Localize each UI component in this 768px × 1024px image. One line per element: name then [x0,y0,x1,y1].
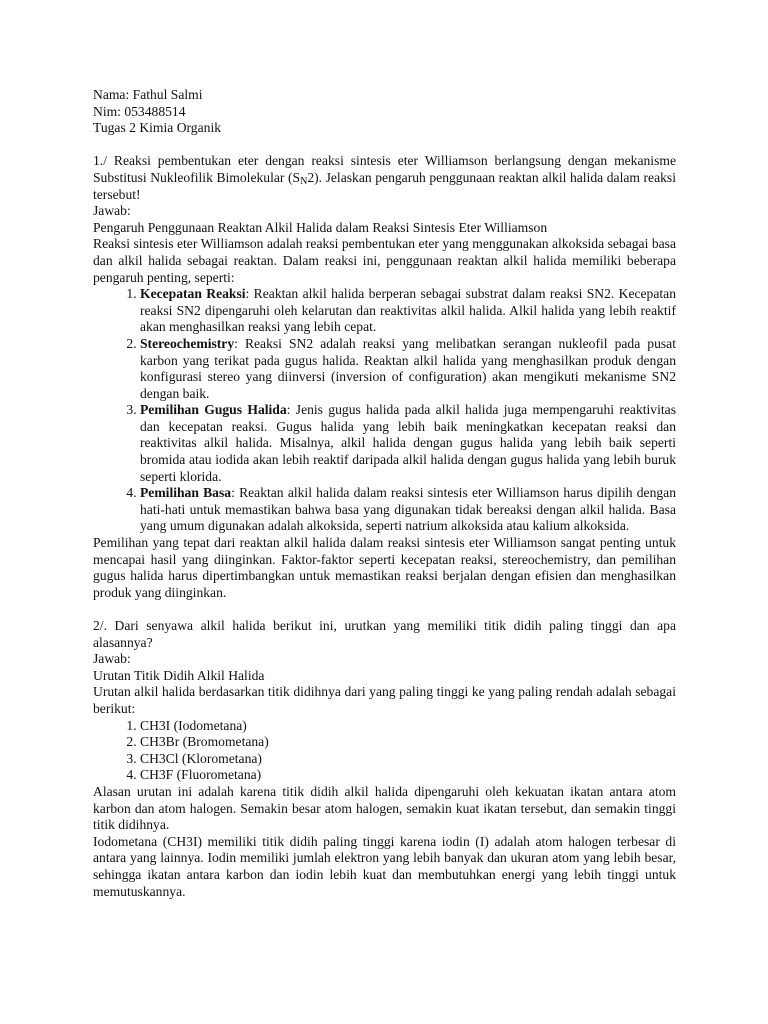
conclusion-1: Pemilihan yang tepat dari reaktan alkil halida dalam reaksi sintesis eter Williamson sangat penting untuk mencapai hasil yang diinginkan. Faktor-faktor seperti kecepatan reaksi, stereochemistry, dan pemilihan gugus halida harus dipertimbangkan untuk memastikan reaksi berjalan dengan efisien dan menghasilkan produk yang diinginkan. [93,535,676,600]
question-1: 1./ Reaksi pembentukan eter dengan reaksi sintesis eter Williamson berlangsung dengan mekanisme Substitusi Nukleofilik Bimolekular $(S_N2)$. Jelaskan pengaruh penggunaan reaktan alkil halida dalam reaksi tersebut! [93,153,676,202]
question-2: 2/. Dari senyawa alkil halida berikut ini, urutkan yang memiliki titik didih paling tinggi dan apa alasannya? [93,618,676,650]
list-item: 2. Stereochemistry: Reaksi SN2 adalah reaksi yang melibatkan serangan nukleofil pada pusat karbon yang terikat pada gugus halida. Reaktan alkil halida yang menghasilkan produk dengan konfigurasi stereo yang diinversi (inversion of configuration) akan mengikuti mekanisme SN2 dengan baik. [140,336,676,402]
list-item: 3. Pemilihan Gugus Halida: Jenis gugus halida pada alkil halida juga mempengaruhi reaktivitas dan kecepatan reaksi. Gugus halida yang lebih baik meningkatkan kecepatan reaksi dan reaktivitas alkil halida. Misalnya, alkil halida dengan gugus halida yang lebih baik seperti bromida atau iodida akan lebih reaktif daripada alkil halida dengan gugus halida yang lebih buruk seperti klorida. [140,402,676,485]
list-item: 4. Pemilihan Basa: Reaktan alkil halida dalam reaksi sintesis eter Williamson harus dipilih dengan hati-hati untuk memastikan bahwa basa yang digunakan tidak bereaksi dengan alkil halida. Basa yang umum digunakan adalah alkoksida, seperti natrium alkoksida atau kalium alkoksida. [140,485,676,535]
answer-intro-2: Urutan alkil halida berdasarkan titik didihnya dari yang paling tinggi ke yang paling rendah adalah sebagai berikut: [93,684,676,716]
list-item: 1. CH3I (Iodometana) [140,718,676,735]
spacer [93,137,676,154]
influence-list [93,286,676,535]
spacer [93,601,676,618]
reason-paragraph: Alasan urutan ini adalah karena titik didih alkil halida dipengaruhi oleh kekuatan ikatan antara atom karbon dan atom halogen. Semakin besar atom halogen, semakin kuat ikatan tersebut, dan semakin tinggi titik didihnya. [93,783,676,833]
answer-label-2: Jawab: [93,651,131,667]
student-nim: Nim: 053488514 [93,103,186,119]
student-name: Nama: Fathul Salmi [93,87,203,102]
explanation-paragraph: Iodometana (CH3I) memiliki titik didih paling tinggi karena iodin (I) adalah atom halogen terbesar di antara yang lainnya. Iodin memiliki jumlah elektron yang lebih banyak dan ukuran atom yang lebih besar, sehingga ikatan antara karbon dan iodin lebih kuat dan membutuhkan energi yang lebih tinggi untuk memutuskannya. [93,833,676,899]
answer-intro-1: Reaksi sintesis eter Williamson adalah reaksi pembentukan eter yang menggunakan alkoksida sebagai basa dan alkil halida sebagai reaktan. Dalam reaksi ini, penggunaan reaktan alkil halida memiliki beberapa pengaruh penting, seperti: [93,236,676,285]
answer-title-1: Pengaruh Penggunaan Reaktan Alkil Halida dalam Reaksi Sintesis Eter Williamson [93,219,548,235]
list-item: 1. Kecepatan Reaksi: Reaktan alkil halida berperan sebagai substrat dalam reaksi SN2. Kecepatan reaksi SN2 dipengaruhi oleh kelarutan dan reaktivitas alkil halida. Alkil halida yang lebih reaktif akan menghasilkan reaksi yang lebih cepat. [140,286,676,336]
list-item: 3. CH3Cl (Klorometana) [140,751,676,768]
answer-title-2: Urutan Titik Didih Alkil Halida [93,667,265,683]
list-item: 4. CH3F (Fluorometana) [140,767,676,784]
assignment-title: Tugas 2 Kimia Organik [93,120,222,136]
boiling-point-list [93,718,676,784]
answer-label-1: Jawab: [93,203,131,219]
list-item: 2. CH3Br (Bromometana) [140,734,676,751]
